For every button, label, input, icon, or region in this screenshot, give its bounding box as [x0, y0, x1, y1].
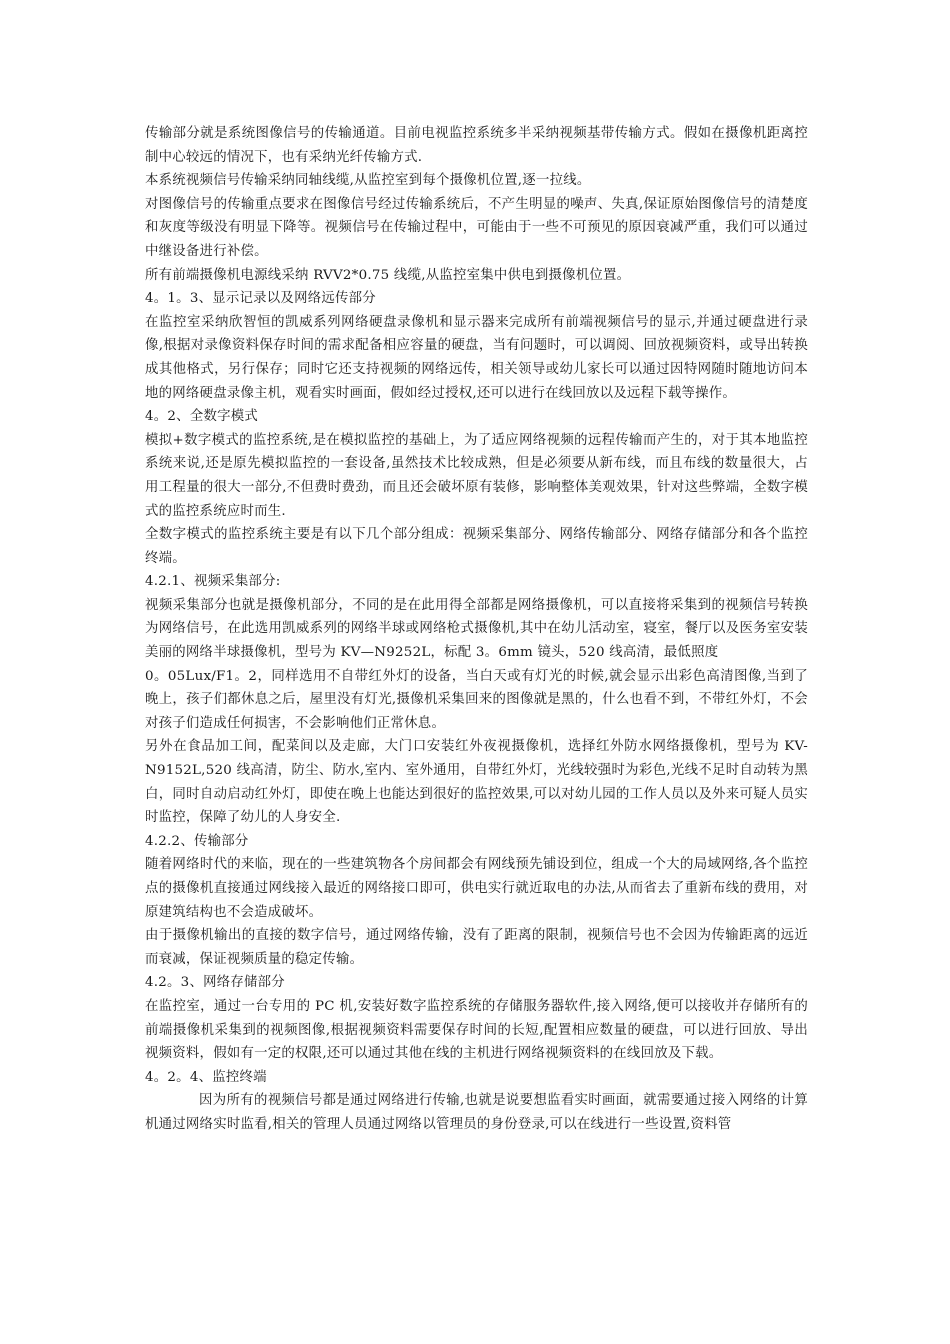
paragraph: 在监控室采纳欣智恒的凯威系列网络硬盘录像机和显示器来完成所有前端视频信号的显示,并通过硬盘进行录像,根据对录像资料保存时间的需求配备相应容量的硬盘，当有问题时，可以调阅、回放视频资料，或导出转换成其他格式，另行保存；同时它还支持视频的网络远传，相关领导或幼儿家长可以通过因特网随时随地访问本地的网络硬盘录像主机，观看实时画面，假如经过授权,还可以进行在线回放以及远程下载等操作。 — [145, 314, 808, 401]
section-heading: 4。1。3、显示记录以及网络远传部分 — [145, 291, 376, 307]
paragraph: 另外在食品加工间，配菜间以及走廊，大门口安装红外夜视摄像机，选择红外防水网络摄像机，型号为 KV-N9152L,520 线高清，防尘、防水,室内、室外通用，自带红外灯，光线较强时为彩色,光线不足时自动转为黑白，同时自动启动红外灯，即使在晚上也能达到很好的监控效果,可以对幼儿园的工作人员以及外来可疑人员实时监控，保障了幼儿的人身安全. — [145, 739, 808, 826]
paragraph: 随着网络时代的来临，现在的一些建筑物各个房间都会有网线预先铺设到位，组成一个大的局域网络,各个监控点的摄像机直接通过网线接入最近的网络接口即可，供电实行就近取电的办法,从而省去了重新布线的费用，对原建筑结构也不会造成破坏。 — [145, 857, 808, 920]
paragraph: 因为所有的视频信号都是通过网络进行传输,也就是说要想监看实时画面，就需要通过接入网络的计算机通过网络实时监看,相关的管理人员通过网络以管理员的身份登录,可以在线进行一些设置,资料管 — [145, 1093, 808, 1132]
section-heading: 4.2.1、视频采集部分: — [145, 574, 281, 590]
paragraph: 传输部分就是系统图像信号的传输通道。目前电视监控系统多半采纳视频基带传输方式。假如在摄像机距离控制中心较远的情况下，也有采纳光纤传输方式. — [145, 126, 808, 165]
paragraph: 所有前端摄像机电源线采纳 RVV2*0.75 线缆,从监控室集中供电到摄像机位置。 — [145, 267, 631, 283]
paragraph: 在监控室，通过一台专用的 PC 机,安装好数字监控系统的存储服务器软件,接入网络,便可以接收并存储所有的前端摄像机采集到的视频图像,根据视频资料需要保存时间的长短,配置相应数量的硬盘，可以进行回放、导出视频资料，假如有一定的权限,还可以通过其他在线的主机进行网络视频资料的在线回放及下载。 — [145, 998, 808, 1062]
section-heading: 4。2、全数字模式 — [145, 409, 259, 425]
section-heading: 4.2.2、传输部分 — [145, 833, 249, 849]
document-body — [145, 122, 808, 1137]
paragraph: 模拟+数字模式的监控系统,是在模拟监控的基础上，为了适应网络视频的远程传输而产生的，对于其本地监控系统来说,还是原先模拟监控的一套设备,虽然技术比较成熟，但是必须要从新布线，而且布线的数量很大，占用工程量的很大一部分,不但费时费劲，而且还会破坏原有装修，影响整体美观效果，针对这些弊端，全数字模式的监控系统应时而生. — [145, 432, 808, 519]
paragraph: 由于摄像机输出的直接的数字信号，通过网络传输，没有了距离的限制，视频信号也不会因为传输距离的远近而衰减，保证视频质量的稳定传输。 — [145, 928, 808, 967]
paragraph: 0。05Lux/F1。2，同样选用不自带红外灯的设备，当白天或有灯光的时候,就会显示出彩色高清图像,当到了晚上，孩子们都休息之后，屋里没有灯光,摄像机采集回来的图像就是黑的，什么也看不到，不带红外灯，不会对孩子们造成任何损害，不会影响他们正常休息。 — [145, 668, 808, 731]
paragraph: 视频采集部分也就是摄像机部分，不同的是在此用得全部都是网络摄像机，可以直接将采集到的视频信号转换为网络信号，在此选用凯威系列的网络半球或网络枪式摄像机,其中在幼儿活动室，寝室，餐厅以及医务室安装美丽的网络半球摄像机，型号为 KV—N9252L，标配 3。6mm 镜头，520 线高清，最低照度 — [145, 597, 808, 661]
paragraph: 本系统视频信号传输采纳同轴线缆,从监控室到每个摄像机位置,逐一拉线。 — [145, 173, 591, 189]
section-heading: 4.2。3、网络存储部分 — [145, 975, 285, 991]
section-heading: 4。2。4、监控终端 — [145, 1069, 267, 1085]
paragraph: 全数字模式的监控系统主要是有以下几个部分组成：视频采集部分、网络传输部分、网络存储部分和各个监控终端。 — [145, 527, 808, 566]
paragraph: 对图像信号的传输重点要求在图像信号经过传输系统后，不产生明显的噪声、失真,保证原始图像信号的清楚度和灰度等级没有明显下降等。视频信号在传输过程中，可能由于一些不可预见的原因衰减严重，我们可以通过中继设备进行补偿。 — [145, 196, 808, 259]
